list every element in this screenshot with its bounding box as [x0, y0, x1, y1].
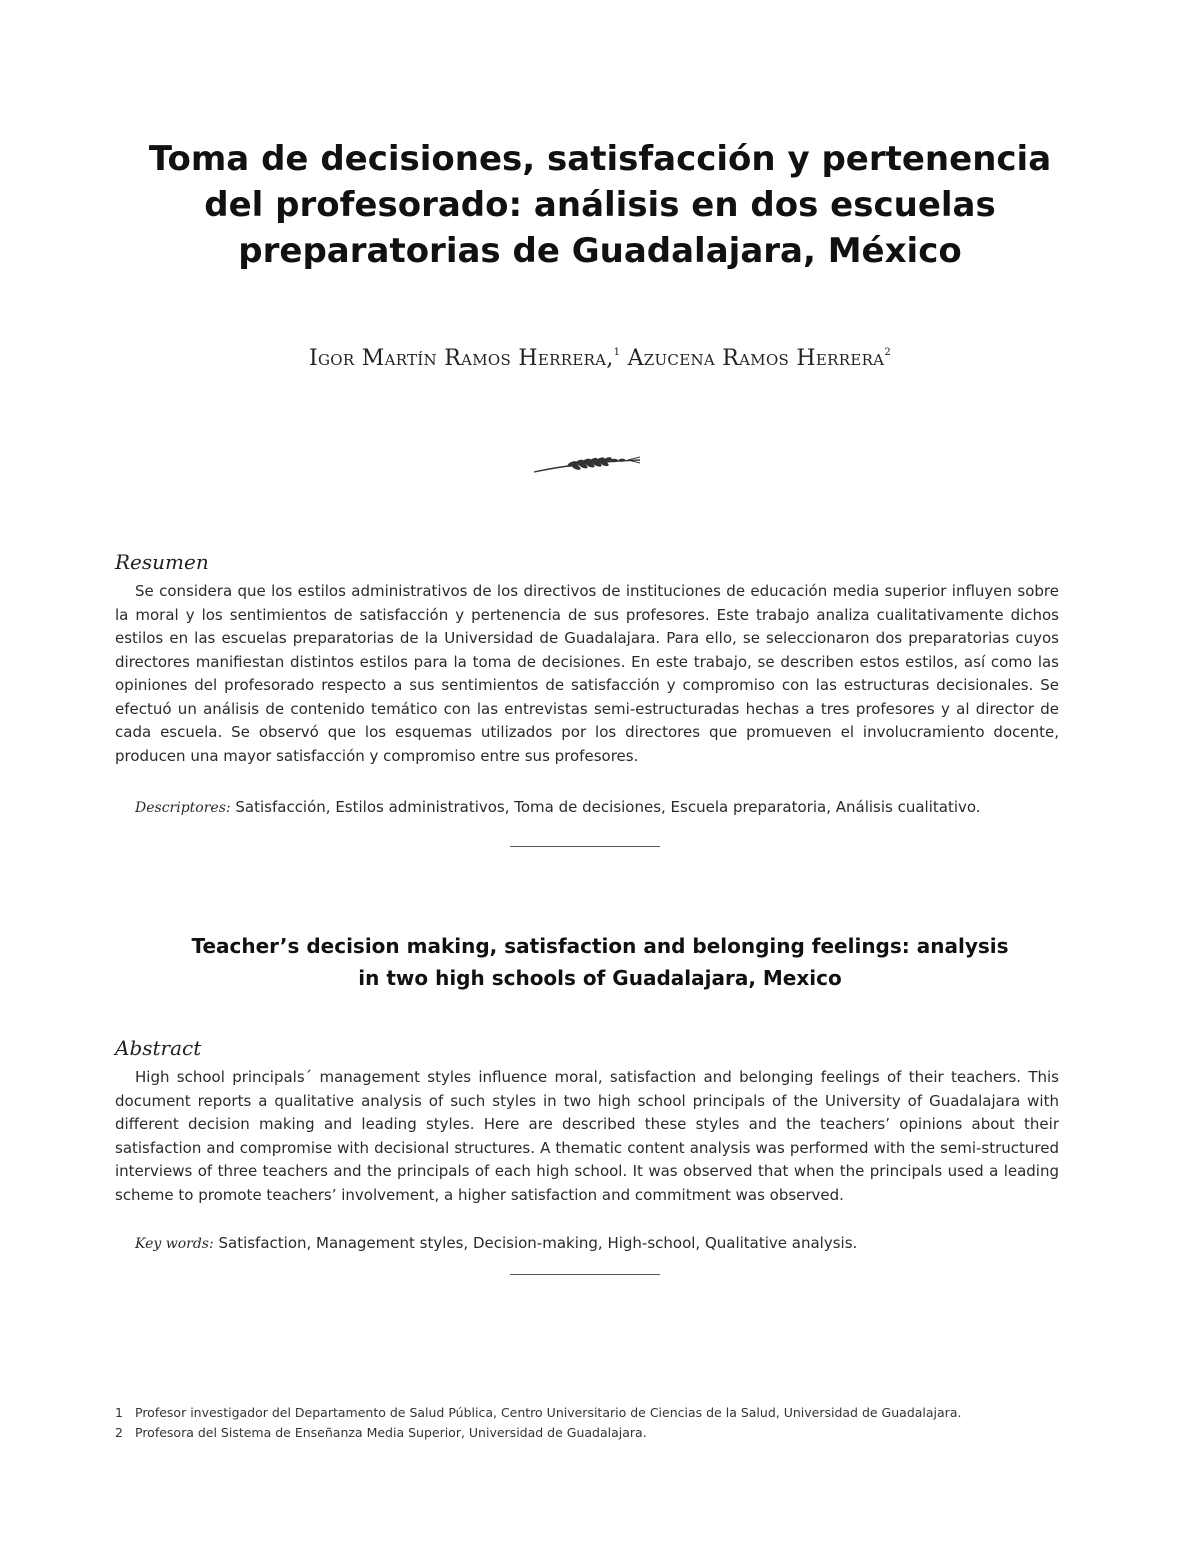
resumen-text: Se considera que los estilos administrativos de los directivos de instituciones de educación media superior influyen sobre la moral y los sentimientos de satisfacción y pertenencia de sus profesores. Este trabajo analiza cualitativamente dichos estilos en las escuelas preparatorias de la Universidad de Guadalajara. Para ello, se seleccionaron dos preparatorias cuyos directores manifiestan distintos estilos para la toma de decisiones. En este trabajo, se describen estos estilos, así como las opiniones del profesorado respecto a sus sentimientos de satisfacción y compromiso con las estructuras decisionales. Se efectuó un análisis de contenido temático con las entrevistas semi-estructuradas hechas a tres profesores y al director de cada escuela. Se observó que los esquemas utilizados por los directores que promueven el involucramiento docente, producen una mayor satisfacción y compromiso entre sus profesores.: [115, 582, 1059, 765]
resumen-keywords: [115, 796, 1059, 821]
keywords-label: Descriptores:: [135, 800, 231, 816]
footnote-number: 1: [115, 1405, 123, 1420]
title-es-line: Toma de decisiones, satisfacción y pertenencia: [148, 139, 1052, 179]
keywords-label: Key words:: [135, 1236, 214, 1252]
author-2: Azucena Ramos Herrera: [627, 346, 885, 371]
keywords-text: Satisfacción, Estilos administrativos, Toma de decisiones, Escuela preparatoria, Análisis cualitativo.: [235, 798, 981, 816]
resumen-body: [115, 580, 1059, 768]
section-divider: [510, 1274, 660, 1275]
footnote-number: 2: [115, 1425, 123, 1440]
abstract-text: High school principals´ management styles influence moral, satisfaction and belonging feelings of their teachers. This document reports a qualitative analysis of such styles in two high school principals of the University of Guadalajara with different decision making and leading styles. Here are described these styles and the teachers’ opinions about their satisfaction and compromise with decisional structures. A thematic content analysis was performed with the semi-structured interviews of three teachers and the principals of each high school. It was observed that when the principals used a leading scheme to promote teachers’ involvement, a higher satisfaction and commitment was observed.: [115, 1068, 1059, 1204]
title-en-line: in two high schools of Guadalajara, Mexico: [358, 966, 842, 990]
resumen-heading: Resumen: [115, 550, 209, 574]
author-1-footnote-mark: 1: [613, 347, 621, 358]
author-list: [100, 346, 1100, 371]
abstract-heading: Abstract: [115, 1036, 202, 1060]
footnotes: [115, 1403, 1075, 1443]
keywords-text: Satisfaction, Management styles, Decision-making, High-school, Qualitative analysis.: [218, 1234, 858, 1252]
footnote: [115, 1403, 1075, 1423]
title-es-line: del profesorado: análisis en dos escuelas: [204, 185, 996, 225]
wheat-ornament-icon: [532, 450, 644, 476]
article-title-en: [100, 930, 1100, 994]
footnote: [115, 1423, 1075, 1443]
abstract-keywords: [115, 1232, 1059, 1257]
footnote-text: Profesor investigador del Departamento de Salud Pública, Centro Universitario de Ciencias de la Salud, Universidad de Guadalajara.: [135, 1405, 962, 1420]
article-title-es: [100, 136, 1100, 274]
title-en-line: Teacher’s decision making, satisfaction and belonging feelings: analysis: [191, 934, 1009, 958]
author-2-footnote-mark: 2: [884, 347, 891, 358]
section-divider: [510, 846, 660, 847]
footnote-text: Profesora del Sistema de Enseñanza Media Superior, Universidad de Guadalajara.: [135, 1425, 647, 1440]
title-es-line: preparatorias de Guadalajara, México: [238, 231, 962, 271]
abstract-body: [115, 1066, 1059, 1207]
author-1: Igor Martín Ramos Herrera,: [308, 346, 614, 371]
